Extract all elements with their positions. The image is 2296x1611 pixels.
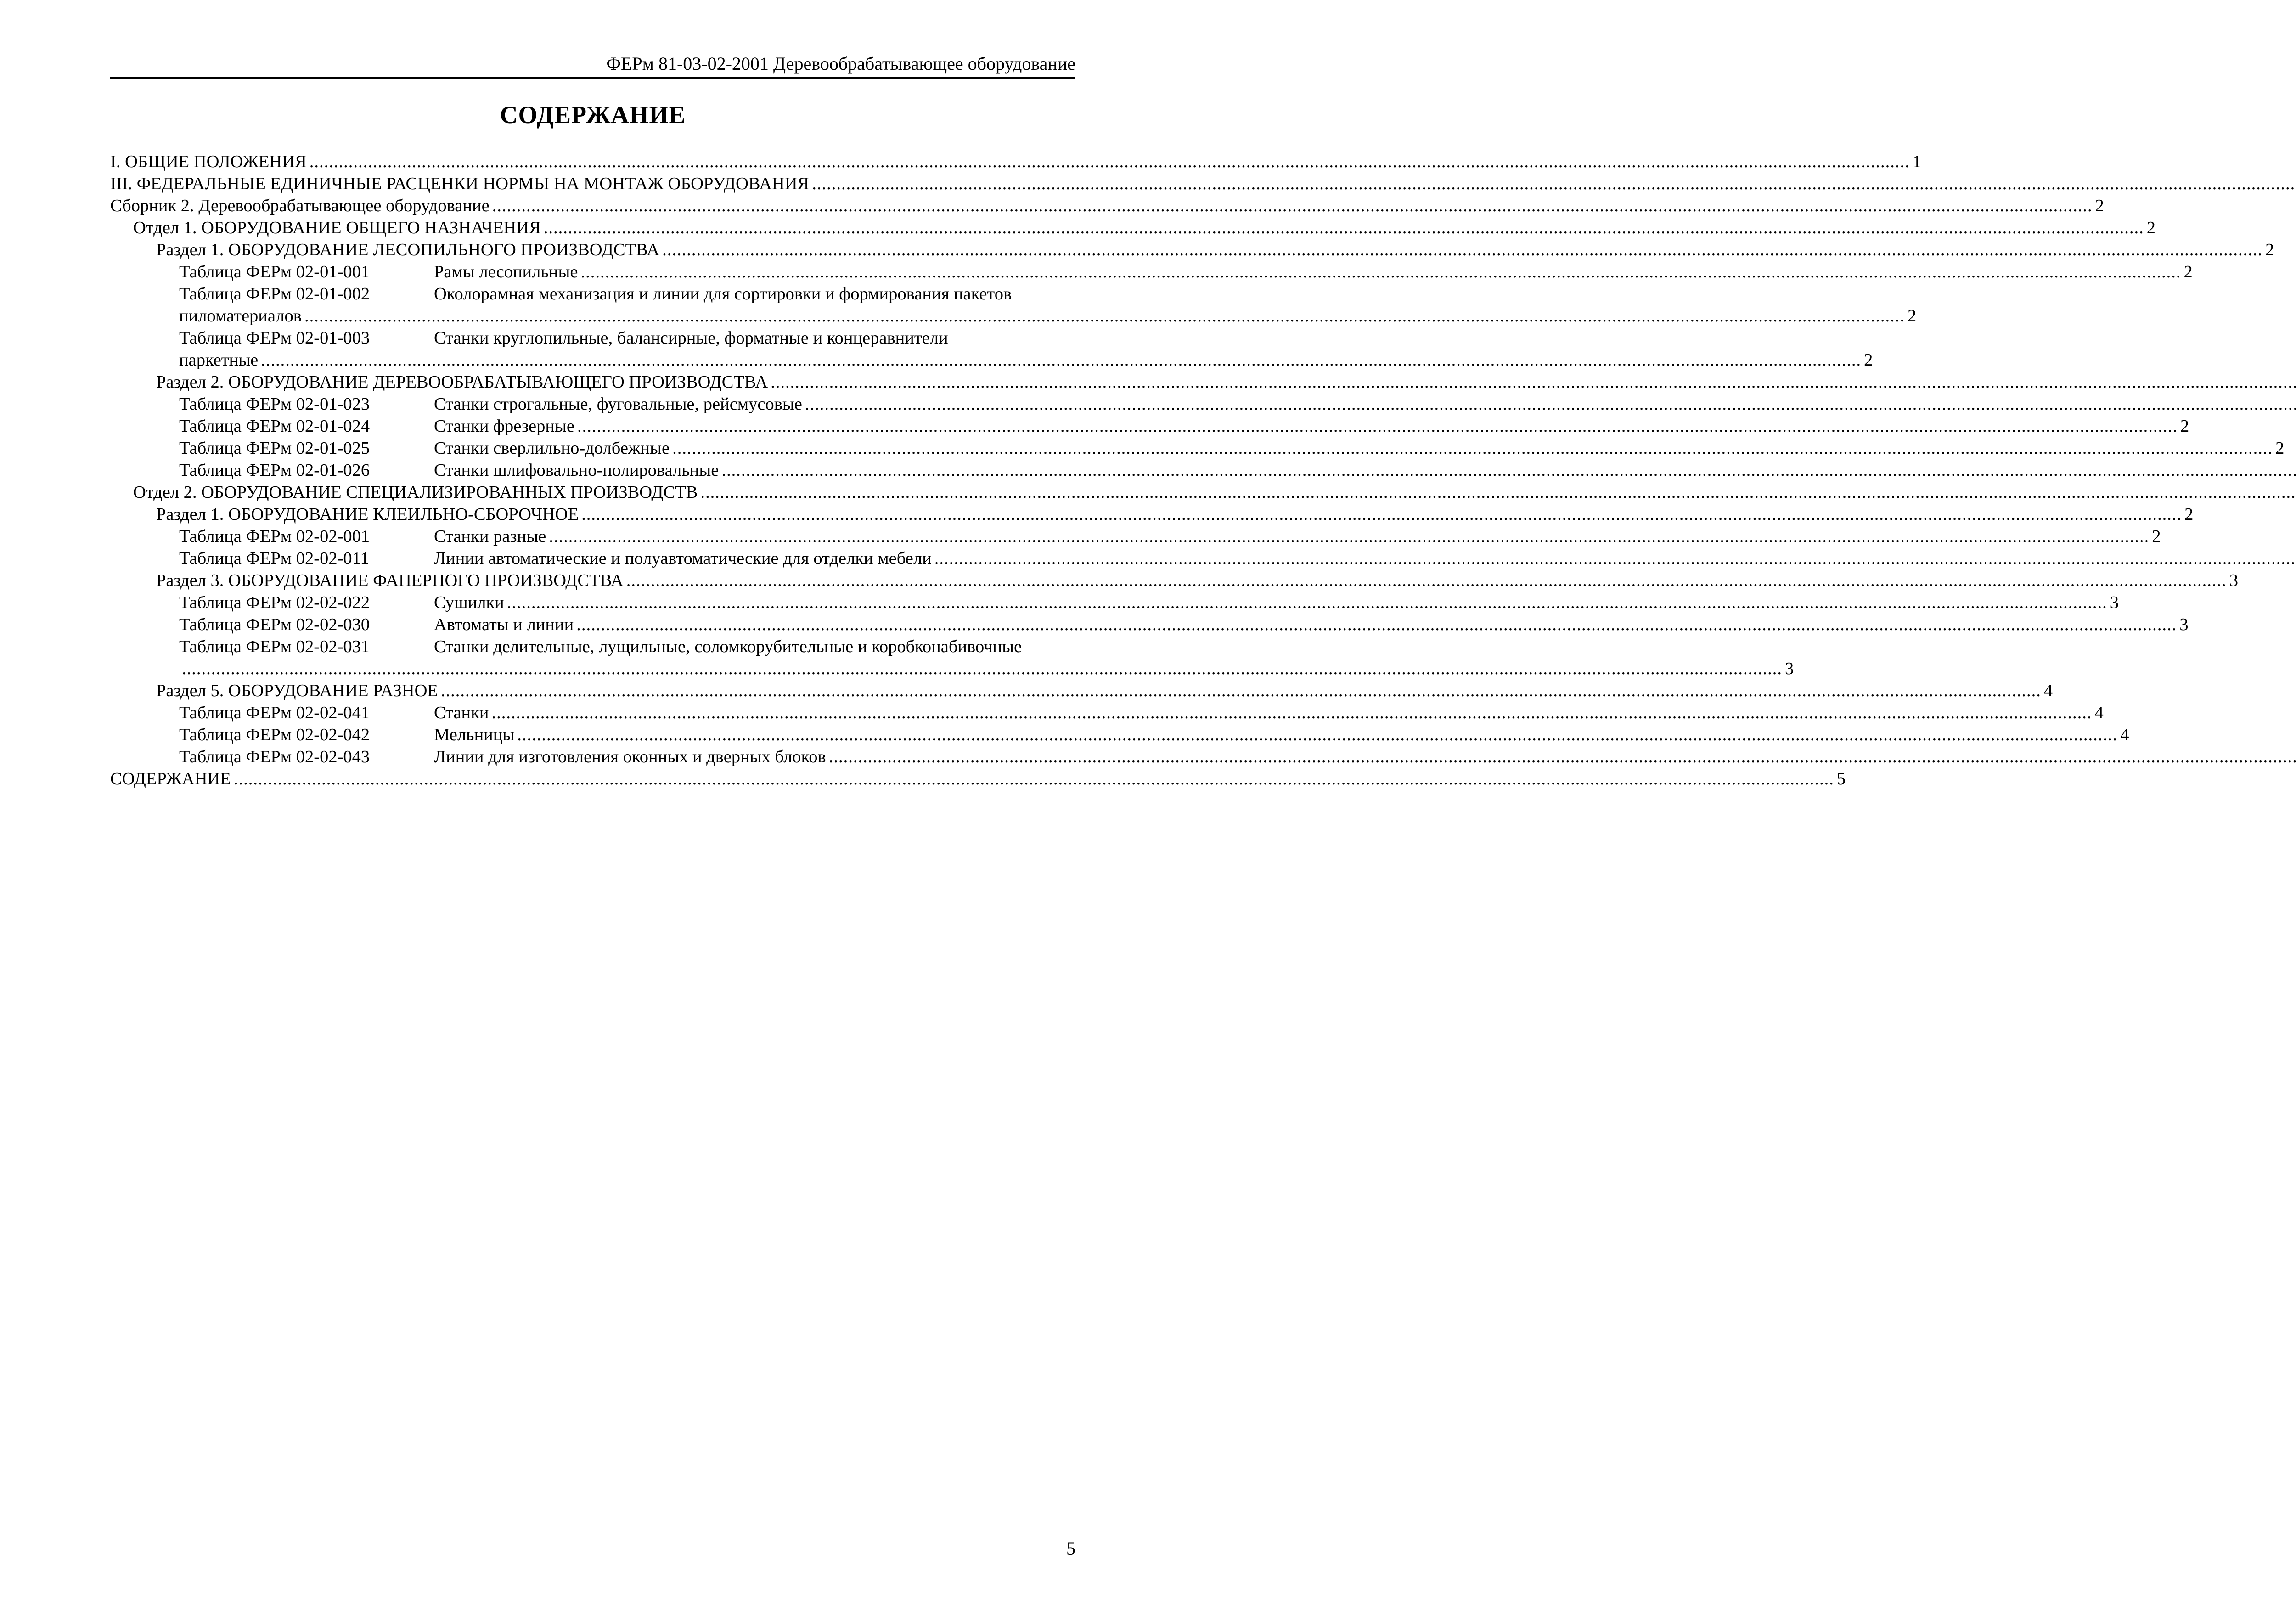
toc-entry-page: 2 xyxy=(2183,262,2193,282)
toc-entry-label: СОДЕРЖАНИЕ xyxy=(110,769,231,789)
toc-entry[interactable] xyxy=(110,636,1794,680)
toc-entry-label: Отдел 2. ОБОРУДОВАНИЕ СПЕЦИАЛИЗИРОВАННЫХ ПРОИЗВОДСТВ xyxy=(133,483,698,502)
toc-entry-code: Таблица ФЕРм 02-02-043 xyxy=(179,747,370,766)
toc-entry-first-line xyxy=(179,327,1075,349)
toc-entry-page: 3 xyxy=(2229,571,2238,590)
toc-entry[interactable] xyxy=(110,768,1846,790)
toc-entry[interactable] xyxy=(110,393,1075,415)
toc-entry-page: 3 xyxy=(2179,615,2189,634)
toc-entry-code: Таблица ФЕРм 02-01-003 xyxy=(179,328,370,348)
toc-leader-dots xyxy=(544,217,2144,239)
toc-leader-dots xyxy=(672,437,2273,459)
toc-leader-dots xyxy=(626,569,2227,591)
toc-entry-code: Таблица ФЕРм 02-02-001 xyxy=(179,527,370,546)
toc-leader-dots xyxy=(517,724,2117,746)
toc-entry-label: I. ОБЩИЕ ПОЛОЖЕНИЯ xyxy=(110,152,307,171)
toc-entry-label: Раздел 1. ОБОРУДОВАНИЕ КЛЕИЛЬНО-СБОРОЧНОЕ xyxy=(156,505,579,524)
toc-leader-dots xyxy=(662,239,2262,261)
toc-entry-label: Станки строгальные, фуговальные, рейсмусовые xyxy=(434,394,802,414)
toc-leader-dots xyxy=(581,261,2181,283)
toc-leader-dots xyxy=(700,481,2296,503)
toc-entry[interactable] xyxy=(110,371,1075,393)
toc-entry[interactable] xyxy=(110,415,2189,437)
toc-entry-label: Станки делительные, лущильные, соломкорубительные и коробконабивочные xyxy=(434,637,1022,656)
toc-entry-label: Мельницы xyxy=(434,725,515,744)
toc-entry-label: Линии автоматические и полуавтоматические для отделки мебели xyxy=(434,549,932,568)
toc-leader-dots xyxy=(771,371,2296,393)
toc-entry-label: Рамы лесопильные xyxy=(434,262,578,282)
toc-entry-code: Таблица ФЕРм 02-01-001 xyxy=(179,262,370,282)
toc-entry-label: Раздел 2. ОБОРУДОВАНИЕ ДЕРЕВООБРАБАТЫВАЮЩЕГО ПРОИЗВОДСТВА xyxy=(156,372,768,392)
toc-entry-label: Раздел 5. ОБОРУДОВАНИЕ РАЗНОЕ xyxy=(156,681,438,700)
toc-entry-page: 4 xyxy=(2094,703,2104,722)
toc-leader-dots xyxy=(576,614,2177,636)
toc-entry-label: Станки разные xyxy=(434,527,546,546)
toc-entry-label: Автоматы и линии xyxy=(434,615,574,634)
toc-entry[interactable] xyxy=(110,525,2161,547)
toc-leader-dots xyxy=(581,503,2182,525)
table-of-contents xyxy=(110,151,2285,790)
toc-leader-dots xyxy=(721,459,2296,481)
toc-leader-dots xyxy=(829,746,2296,768)
toc-entry-label: Линии для изготовления оконных и дверных блоков xyxy=(434,747,826,766)
toc-entry-label: Станки xyxy=(434,703,489,722)
running-header-title: ФЕРм 81-03-02-2001 Деревообрабатывающее оборудование xyxy=(606,53,1075,74)
toc-entry[interactable] xyxy=(110,724,2129,746)
toc-entry-continuation: пиломатериалов xyxy=(179,306,302,326)
toc-entry[interactable] xyxy=(110,481,1075,503)
toc-leader-dots xyxy=(261,349,1861,371)
toc-entry-page: 2 xyxy=(2146,218,2156,237)
toc-entry-code: Таблица ФЕРм 02-01-002 xyxy=(179,284,370,304)
toc-entry-label: Сушилки xyxy=(434,593,504,612)
toc-entry-page: 2 xyxy=(1864,350,1873,370)
toc-entry-label: Станки сверлильно-долбежные xyxy=(434,439,670,458)
toc-entry-code: Таблица ФЕРм 02-01-025 xyxy=(179,439,370,458)
toc-entry-page: 2 xyxy=(2275,439,2285,458)
toc-entry[interactable] xyxy=(110,702,2104,724)
toc-leader-dots xyxy=(441,680,2041,702)
toc-entry[interactable] xyxy=(110,327,1873,371)
toc-entry-continuation: паркетные xyxy=(179,350,259,370)
toc-entry[interactable] xyxy=(110,437,2285,459)
toc-entry[interactable] xyxy=(110,503,2194,525)
toc-leader-dots xyxy=(234,768,1834,790)
toc-entry-page: 1 xyxy=(1912,152,1921,171)
toc-entry-label: Отдел 1. ОБОРУДОВАНИЕ ОБЩЕГО НАЗНАЧЕНИЯ xyxy=(133,218,541,237)
toc-leader-dots xyxy=(577,415,2178,437)
toc-entry-page: 2 xyxy=(2180,417,2189,436)
toc-entry[interactable] xyxy=(110,151,1921,173)
toc-entry-first-line xyxy=(179,636,1075,658)
toc-entry[interactable] xyxy=(110,746,1075,768)
toc-entry-code: Таблица ФЕРм 02-01-023 xyxy=(179,394,370,414)
toc-entry-page: 3 xyxy=(2110,593,2119,612)
toc-entry-label: Станки шлифовально-полировальные xyxy=(434,461,719,480)
toc-entry[interactable] xyxy=(110,217,2156,239)
toc-entry[interactable] xyxy=(110,459,1075,481)
toc-leader-dots xyxy=(812,173,2296,195)
toc-leader-dots xyxy=(310,151,1910,173)
page-title: СОДЕРЖАНИЕ xyxy=(500,101,686,129)
toc-entry-second-line xyxy=(179,658,1794,680)
toc-entry[interactable] xyxy=(110,173,1075,195)
toc-entry-code: Таблица ФЕРм 02-02-031 xyxy=(179,637,370,656)
toc-entry-page: 2 xyxy=(2265,240,2274,259)
toc-entry[interactable] xyxy=(110,239,2274,261)
toc-entry-code: Таблица ФЕРм 02-01-024 xyxy=(179,417,370,436)
toc-leader-dots xyxy=(549,525,2149,547)
toc-leader-dots xyxy=(934,547,2296,569)
toc-entry-label: Станки фрезерные xyxy=(434,417,574,436)
toc-entry-page: 2 xyxy=(2184,505,2194,524)
toc-entry[interactable] xyxy=(110,547,1075,569)
toc-entry[interactable] xyxy=(110,591,2119,614)
toc-entry[interactable] xyxy=(110,680,2053,702)
toc-entry-page: 2 xyxy=(2095,196,2104,215)
toc-leader-dots xyxy=(304,305,1905,327)
toc-entry-label: Сборник 2. Деревообрабатывающее оборудование xyxy=(110,196,490,215)
toc-entry[interactable] xyxy=(110,614,2189,636)
running-header xyxy=(110,51,1075,79)
toc-entry[interactable] xyxy=(110,195,2104,217)
toc-entry-code: Таблица ФЕРм 02-02-042 xyxy=(179,725,370,744)
toc-leader-dots xyxy=(507,591,2107,614)
toc-entry-page: 4 xyxy=(2120,725,2129,744)
toc-entry-code: Таблица ФЕРм 02-01-026 xyxy=(179,461,370,480)
toc-entry-code: Таблица ФЕРм 02-02-011 xyxy=(179,549,369,568)
toc-entry-code: Таблица ФЕРм 02-02-041 xyxy=(179,703,370,722)
toc-entry[interactable] xyxy=(110,283,1917,327)
toc-entry-second-line xyxy=(179,349,1873,371)
toc-entry-code: Таблица ФЕРм 02-02-030 xyxy=(179,615,370,634)
toc-entry-label: Раздел 3. ОБОРУДОВАНИЕ ФАНЕРНОГО ПРОИЗВОДСТВА xyxy=(156,571,624,590)
toc-leader-dots xyxy=(805,393,2296,415)
toc-entry-page: 4 xyxy=(2043,681,2053,700)
toc-leader-dots xyxy=(182,658,1782,680)
toc-entry-page: 2 xyxy=(2152,527,2161,546)
toc-entry-label: III. ФЕДЕРАЛЬНЫЕ ЕДИНИЧНЫЕ РАСЦЕНКИ НОРМЫ НА МОНТАЖ ОБОРУДОВАНИЯ xyxy=(110,174,810,193)
toc-entry-code: Таблица ФЕРм 02-02-022 xyxy=(179,593,370,612)
toc-entry-page: 2 xyxy=(1907,306,1917,326)
toc-entry[interactable] xyxy=(110,569,2238,591)
toc-entry-page: 5 xyxy=(1836,769,1846,789)
toc-entry-page: 3 xyxy=(1785,659,1794,678)
toc-entry-label: Станки круглопильные, балансирные, форматные и концеравнители xyxy=(434,328,948,348)
toc-leader-dots xyxy=(491,702,2092,724)
toc-leader-dots xyxy=(492,195,2093,217)
page-number: 5 xyxy=(1066,1538,1075,1559)
toc-entry-label: Раздел 1. ОБОРУДОВАНИЕ ЛЕСОПИЛЬНОГО ПРОИЗВОДСТВА xyxy=(156,240,660,259)
toc-entry-second-line xyxy=(179,305,1917,327)
toc-entry-label: Околорамная механизация и линии для сортировки и формирования пакетов xyxy=(434,284,1012,304)
toc-entry-first-line xyxy=(179,283,1075,305)
toc-entry[interactable] xyxy=(110,261,2193,283)
